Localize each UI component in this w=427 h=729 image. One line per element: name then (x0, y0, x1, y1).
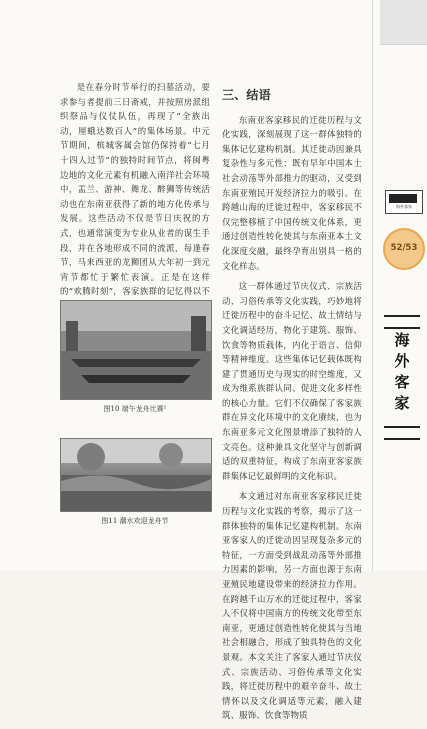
page-number: 52/53 (390, 243, 418, 253)
sidebar-top-band (380, 0, 427, 45)
decorative-border-top (384, 315, 420, 329)
section-title: 三、结语 (222, 88, 271, 102)
body-paragraph: 本文通过对东南亚客家移民迁徙历程与文化实践的考察，揭示了这一群体独特的集体记忆建构机制。东南亚客家人的迁徙动因呈现复杂多元的特征，一方面受到战乱动荡等外部推力因素的影响，另一方面也源于东南亚殖民地建设带来的经济拉力作用。在跨越千山万水的迁徙过程中，客家人不仅将中国南方的传统文化带至东南亚，更通过创造性转化使其与当地社会相融合，形成了独具特色的文化景观。本文关注了客家人通过节庆仪式、宗族活动、习俗传承等文化实践，将迁徙历程中的艰辛奋斗、故土情怀以及文化调适等元素，融入建筑、服饰、饮食等物质 (222, 491, 362, 721)
figure-caption: 图11 潮水欢迎龙舟节 (101, 517, 169, 525)
body-paragraph: 东南亚客家移民的迁徙历程与文化实践，深刻展现了这一群体独特的集体记忆建构机制。其迁徙动因兼具复杂性与多元性：既有早年中国本土社会动荡等外部推力的驱动，又受到东南亚殖民开发经济拉力的吸引。在跨越山海的迁徙过程中，客家移民不仅完整移植了中国传统文化体系，更通过创造性转化使其与东南亚本土文化深度交融，最终孕育出别具一格的文化样态。 (222, 114, 362, 271)
figure-celebration (60, 438, 210, 526)
body-paragraph: 是在春分时节举行的扫墓活动，要求参与者提前三日斋戒，并按照房派组织祭品与仪仗队伍，再现了“全族出动，厘蛾达数百人”的集体场景。中元节期间，槟城客属会馆仍保持着“七月十四人过节”的独特时间节点，将闽粤边地的文化元素有机融入南洋社会环境中，盂兰、游神、舞龙、醉狮等传统活动也在东南亚获得了新的地方化传承与发展。这些活动不仅是节日庆祝的方式，也通常演变为专业从业者的谋生手段，并在各地形成不同的流派，每逢春节，马来西亚的龙狮团从大年初一到元宵节都忙于繁忙表演。正是在这样的“欢腾时刻”，客家族群的记忆得以不 (60, 82, 210, 297)
logo-text: 海外客家 (396, 204, 412, 209)
figure-caption: 图10 端午龙舟比赛¹ (103, 405, 167, 413)
right-column (222, 80, 362, 729)
magazine-logo (385, 190, 423, 214)
body-paragraph: 这一群体通过节庆仪式、宗族活动、习俗传承等文化实践，巧妙地将迁徙历程中的奋斗记忆、故土情结与文化调适经历，物化于建筑、服饰、饮食等物质载体，内化于语言、信仰等精神维度。这些集体记忆载体既构建了贯通历史与现实的时空维度，又成为维系族群认同、促进文化多样性的核心力量。它们不仅确保了客家族群在异文化环境中的文化赓续，也为东南亚多元文化图景增添了独特的人文亮色。这种兼具文化坚守与创新调适的双重特征，构成了东南亚客家族群集体记忆最鲜明的文化标识。 (222, 281, 362, 481)
left-column-text (60, 80, 210, 334)
logo-mark (389, 194, 417, 203)
vertical-title-text: 海 外 客 家 (394, 331, 410, 412)
photo-illustration (61, 439, 211, 511)
figure-dragon-boat (60, 300, 210, 414)
right-sidebar (380, 0, 427, 571)
page-number-badge (383, 228, 425, 270)
photo-illustration (61, 301, 211, 399)
photo-festival-crowd (60, 438, 212, 512)
column-divider (372, 0, 373, 571)
photo-dragon-boat-race (60, 300, 212, 400)
decorative-border-bottom (384, 426, 420, 440)
vertical-section-title (384, 330, 420, 414)
